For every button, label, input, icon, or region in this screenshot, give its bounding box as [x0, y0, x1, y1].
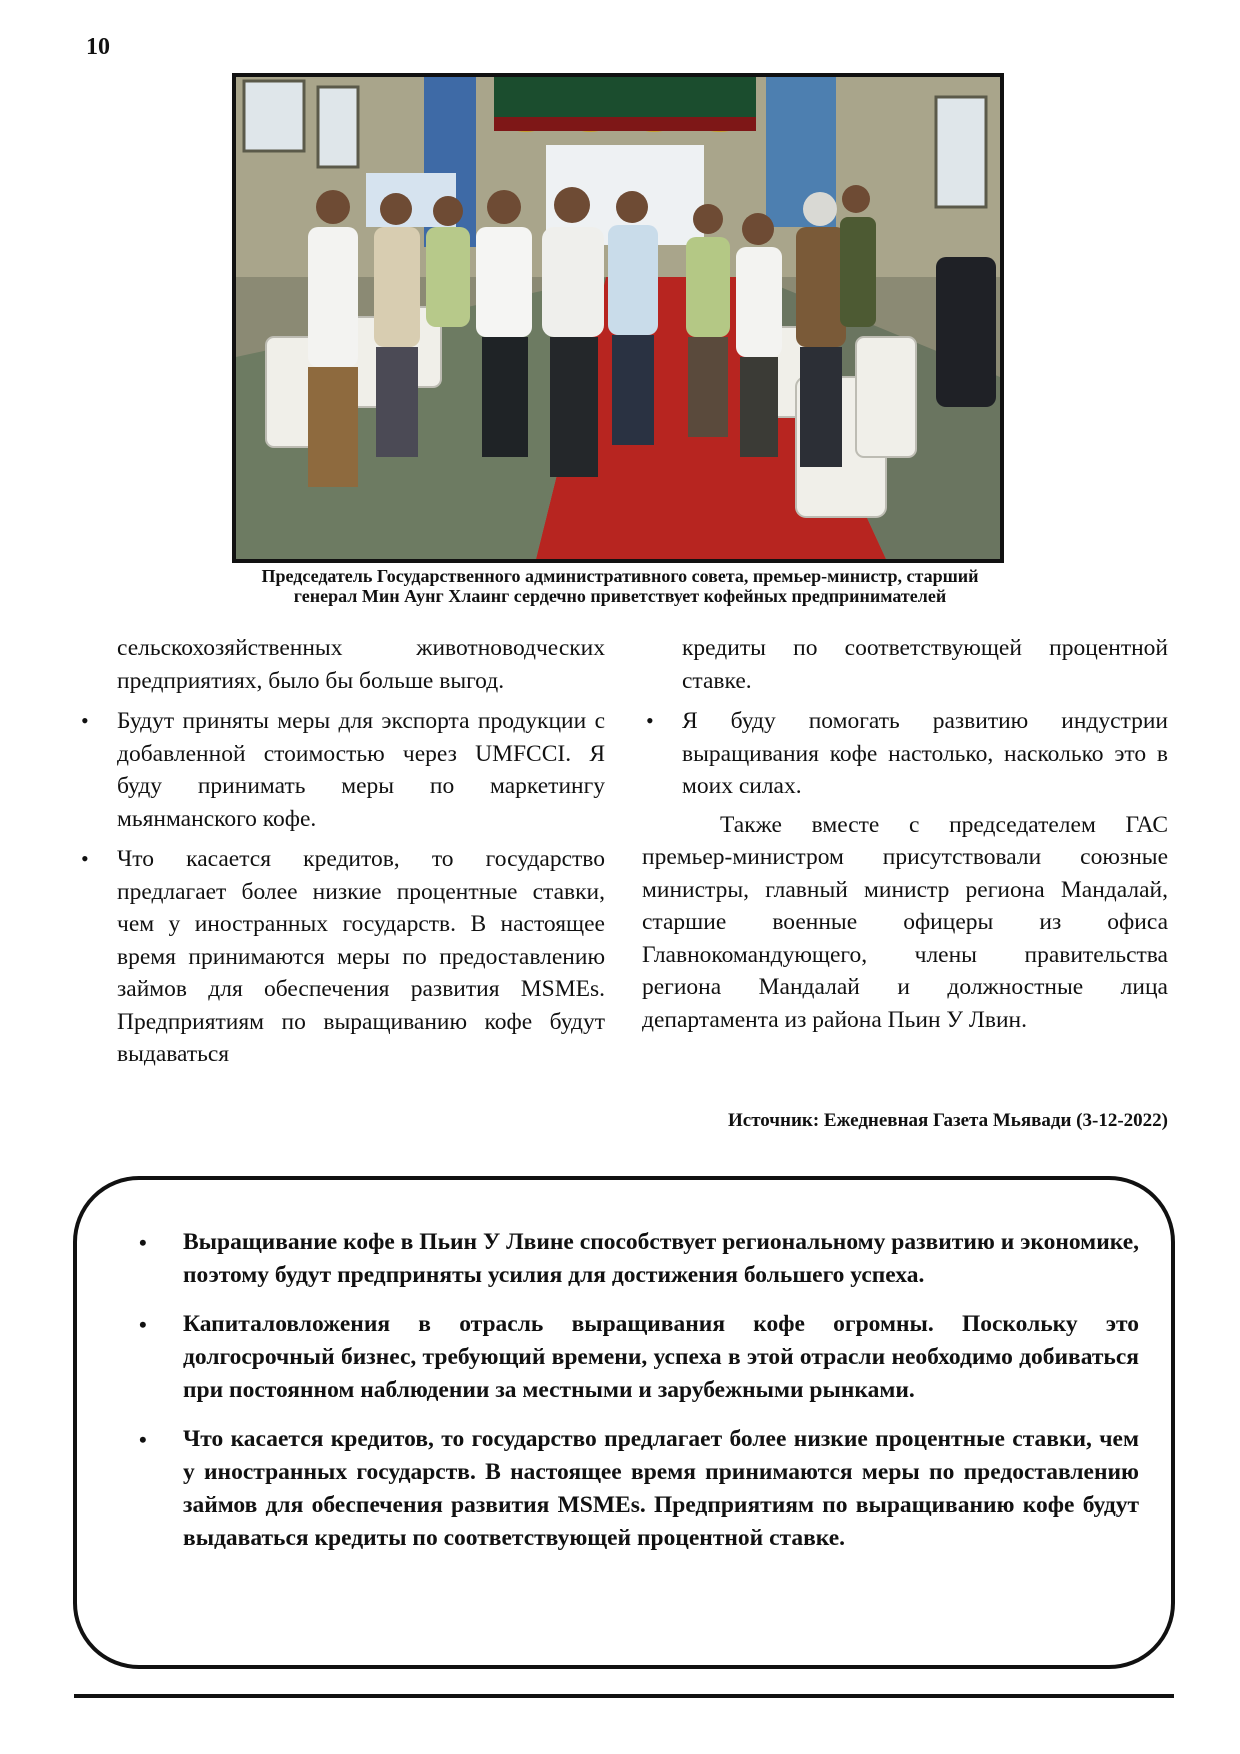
source-citation: Источник: Ежедневная Газета Мьявади (3-12-2022): [728, 1110, 1168, 1131]
right-bullet-list: [642, 705, 1168, 803]
left-continuation-text: сельскохозяйственных животноводческих предприятиях, было бы больше выгод.: [117, 635, 605, 694]
bottom-rule: [74, 1694, 1174, 1698]
caption-line-2: генерал Мин Аунг Хлаинг сердечно приветствует кофейных предпринимателей: [293, 586, 947, 606]
caption-line-1: Председатель Государственного административного совета, премьер-министр, старший: [261, 566, 979, 586]
right-continuation-text: кредиты по соответствующей процентной ставке.: [682, 635, 1168, 694]
page-number: 10: [86, 34, 110, 60]
left-column: [77, 632, 605, 1071]
meeting-photo: [232, 73, 1004, 563]
left-bullet-item: • Что касается кредитов, то государство предлагает более низкие процентные ставки, чем у иностранных государств. В настоящее время принимаются меры по предоставлению займов для обеспечения развития MSMEs. Предприятиям по выращиванию кофе будут выдаваться: [77, 843, 605, 1071]
summary-bullet-item: • Капиталовложения в отрасль выращивания кофе огромны. Поскольку это долгосрочный бизнес, требующий времени, успеха в этой отрасли необходимо добиваться при постоянном наблюдении за местными и зарубежными рынками.: [141, 1308, 1139, 1407]
summary-bullet-item: • Выращивание кофе в Пьин У Лвине способствует региональному развитию и экономике, поэтому будут предприняты усилия для достижения большего успеха.: [141, 1226, 1139, 1292]
summary-bullet-list: [141, 1226, 1139, 1571]
left-bullet-list: [77, 705, 605, 1071]
right-bullet-item: • Я буду помогать развитию индустрии выращивания кофе настолько, насколько это в моих силах.: [642, 705, 1168, 803]
summary-bullet-item: • Что касается кредитов, то государство предлагает более низкие процентные ставки, чем у иностранных государств. В настоящее время принимаются меры по предоставлению займов для обеспечения развития MSMEs. Предприятиям по выращиванию кофе будут выдаваться кредиты по соответствующей процентной ставке.: [141, 1423, 1139, 1555]
attendees-paragraph: Также вместе с председателем ГАС премьер-министром присутствовали союзные министры, главный министр региона Мандалай, старшие военные офицеры из офиса Главнокомандующего, члены правительства региона Мандалай и должностные лица департамента из района Пьин У Лвин.: [642, 811, 1168, 1033]
left-bullet-item: • Будут приняты меры для экспорта продукции с добавленной стоимостью через UMFCCI. Я буду принимать меры по маркетингу мьянманского кофе.: [77, 705, 605, 835]
summary-box: [73, 1176, 1175, 1669]
right-column: [642, 632, 1168, 1036]
meeting-photo-illustration: [236, 77, 1000, 559]
photo-caption: [160, 566, 1080, 606]
